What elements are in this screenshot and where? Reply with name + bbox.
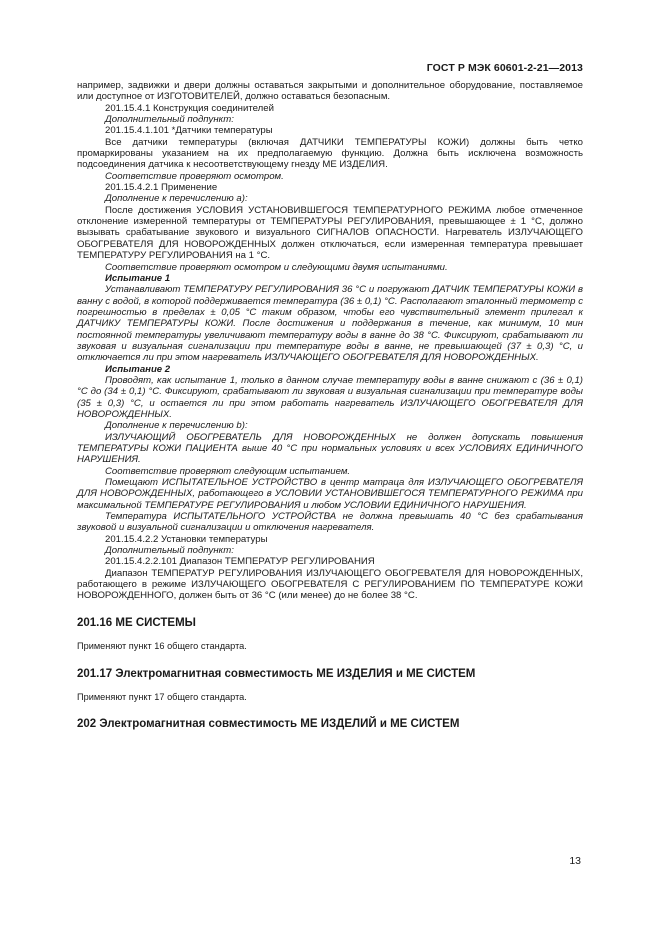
- compliance-inspection: Соответствие проверяют осмотром.: [105, 170, 284, 182]
- section-text-201-16: Применяют пункт 16 общего стандарта.: [77, 641, 247, 652]
- test-2-heading: Испытание 2: [105, 363, 171, 375]
- test-1-heading: Испытание 1: [105, 272, 171, 284]
- document-header: ГОСТ Р МЭК 60601-2-21—2013: [426, 62, 583, 74]
- test-2-text: Проводят, как испытание 1, только в данном случае температуру воды в ванне снижают с (36 ± 0,1) °С до (34 ± 0,1) °С. Фиксируют, срабатывают ли звуковая и визуальная сигнализации при температуре воды (35 ± 0,3) °С, и остается ли при этом работать нагреватель ИЗЛУЧАЮЩЕГО ОБОГРЕВАТЕЛЯ ДЛЯ НОВОРОЖДЕННЫХ.: [77, 374, 583, 420]
- addition-item-a: Дополнение к перечислению a):: [105, 193, 248, 205]
- page-number: 13: [569, 855, 581, 867]
- clause-heading-201-15-4-1-101: 201.15.4.1.101 *Датчики температуры: [105, 125, 273, 137]
- section-text-201-17: Применяют пункт 17 общего стандарта.: [77, 691, 247, 702]
- paragraph-alarm: После достижения УСЛОВИЯ УСТАНОВИВШЕГОСЯ ТЕМПЕРАТУРНОГО РЕЖИМА любое отмеченное отклонение измеренной температуры от ТЕМПЕРАТУРЫ РЕГУЛИРОВАНИЯ, превышающее ± 1 °С, должно вызывать срабатывание звукового и визуального СИГНАЛОВ ОПАСНОСТИ. Нагреватель ИЗЛУЧАЮЩЕГО ОБОГРЕВАТЕЛЯ ДЛЯ НОВОРОЖДЕННЫХ должен отключаться, если измеренная температура превышает ТЕМПЕРАТУРУ РЕГУЛИРОВАНИЯ на 1 °С.: [77, 204, 583, 262]
- compliance-following-test: Соответствие проверяют следующим испытанием.: [105, 465, 351, 477]
- compliance-two-tests: Соответствие проверяют осмотром и следующими двумя испытаниями.: [105, 261, 448, 273]
- clause-heading-201-15-4-2-2: 201.15.4.2.2 Установки температуры: [105, 533, 268, 545]
- section-heading-201-17: 201.17 Электромагнитная совместимость МЕ ИЗДЕЛИЯ и МЕ СИСТЕМ: [77, 667, 476, 680]
- paragraph-test-device-temp: Температура ИСПЫТАТЕЛЬНОГО УСТРОЙСТВА не должна превышать 40 °С без срабатывания звуковой и визуальной сигнализации и отключения нагревателя.: [77, 511, 583, 534]
- clause-heading-201-15-4-2-1: 201.15.4.2.1 Применение: [105, 182, 218, 194]
- section-heading-202: 202 Электромагнитная совместимость МЕ ИЗДЕЛИЙ и МЕ СИСТЕМ: [77, 718, 460, 731]
- paragraph-sensors: Все датчики температуры (включая ДАТЧИКИ ТЕМПЕРАТУРЫ КОЖИ) должны быть четко промаркированы указанием на их предполагаемую функцию. Должна быть исключена возможность подсоединения датчика к несоответствующему гнезду МЕ ИЗДЕЛИЯ.: [77, 136, 583, 171]
- test-1-text: Устанавливают ТЕМПЕРАТУРУ РЕГУЛИРОВАНИЯ 36 °С и погружают ДАТЧИК ТЕМПЕРАТУРЫ КОЖИ в ванну с водой, в которой поддерживается температура (36 ± 0,1) °С. Располагают эталонный термометр с погрешностью в пределах ± 0,05 °С таким образом, чтобы его чувствительный элемент прилегал к ДАТЧИКУ ТЕМПЕРАТУРЫ КОЖИ. После достижения и поддержания в течение, как минимум, 10 мин постоянной температуры увеличивают температуру воды в ванне до 38 °С. Фиксируют, срабатывают ли звуковая и визуальная сигнализации при температуре воды в ванне, не превышающей (37 ± 0,3) °С, и отключается ли при этом нагреватель ИЗЛУЧАЮЩЕГО ОБОГРЕВАТЕЛЯ ДЛЯ НОВОРОЖДЕННЫХ.: [77, 284, 583, 364]
- document-body: [77, 80, 583, 743]
- additional-subclause-label-2: Дополнительный подпункт:: [105, 545, 234, 557]
- paragraph-skin-temp-limit: ИЗЛУЧАЮЩИЙ ОБОГРЕВАТЕЛЬ ДЛЯ НОВОРОЖДЕННЫХ не должен допускать повышения ТЕМПЕРАТУРЫ КОЖИ ПАЦИЕНТА выше 40 °С при нормальных условиях и всех УСЛОВИЯХ ЕДИНИЧНОГО НАРУШЕНИЯ.: [77, 431, 583, 466]
- paragraph-continuation: например, задвижки и двери должны оставаться закрытыми и дополнительное оборудование, поставляемое или доступное от ИЗГОТОВИТЕЛЕЙ, должно оставаться безопасным.: [77, 80, 583, 103]
- section-heading-201-16: 201.16 МЕ СИСТЕМЫ: [77, 616, 196, 629]
- paragraph-control-range: Диапазон ТЕМПЕРАТУР РЕГУЛИРОВАНИЯ ИЗЛУЧАЮЩЕГО ОБОГРЕВАТЕЛЯ ДЛЯ НОВОРОЖДЕННЫХ, работающего в режиме ИЗЛУЧАЮЩЕГО ОБОГРЕВАТЕЛЯ С РЕГУЛИРОВАНИЕМ ПО ТЕМПЕРАТУРЕ КОЖИ НОВОРОЖДЕННОГО, должен быть от 36 °С (или менее) до не более 38 °С.: [77, 567, 583, 602]
- clause-heading-201-15-4-1: 201.15.4.1 Конструкция соединителей: [105, 102, 274, 114]
- clause-heading-201-15-4-2-2-101: 201.15.4.2.2.101 Диапазон ТЕМПЕРАТУР РЕГУЛИРОВАНИЯ: [105, 556, 375, 568]
- additional-subclause-label: Дополнительный подпункт:: [105, 114, 234, 126]
- paragraph-test-device: Помещают ИСПЫТАТЕЛЬНОЕ УСТРОЙСТВО в центр матраца для ИЗЛУЧАЮЩЕГО ОБОГРЕВАТЕЛЯ ДЛЯ НОВОРОЖДЕННЫХ, работающего в УСЛОВИИ УСТАНОВИВШЕГОСЯ ТЕМПЕРАТУРНОГО РЕЖИМА при максимальной ТЕМПЕРАТУРЕ РЕГУЛИРОВАНИЯ и любом УСЛОВИИ ЕДИНИЧНОГО НАРУШЕНИЯ.: [77, 477, 583, 511]
- addition-item-b: Дополнение к перечислению b):: [105, 420, 248, 432]
